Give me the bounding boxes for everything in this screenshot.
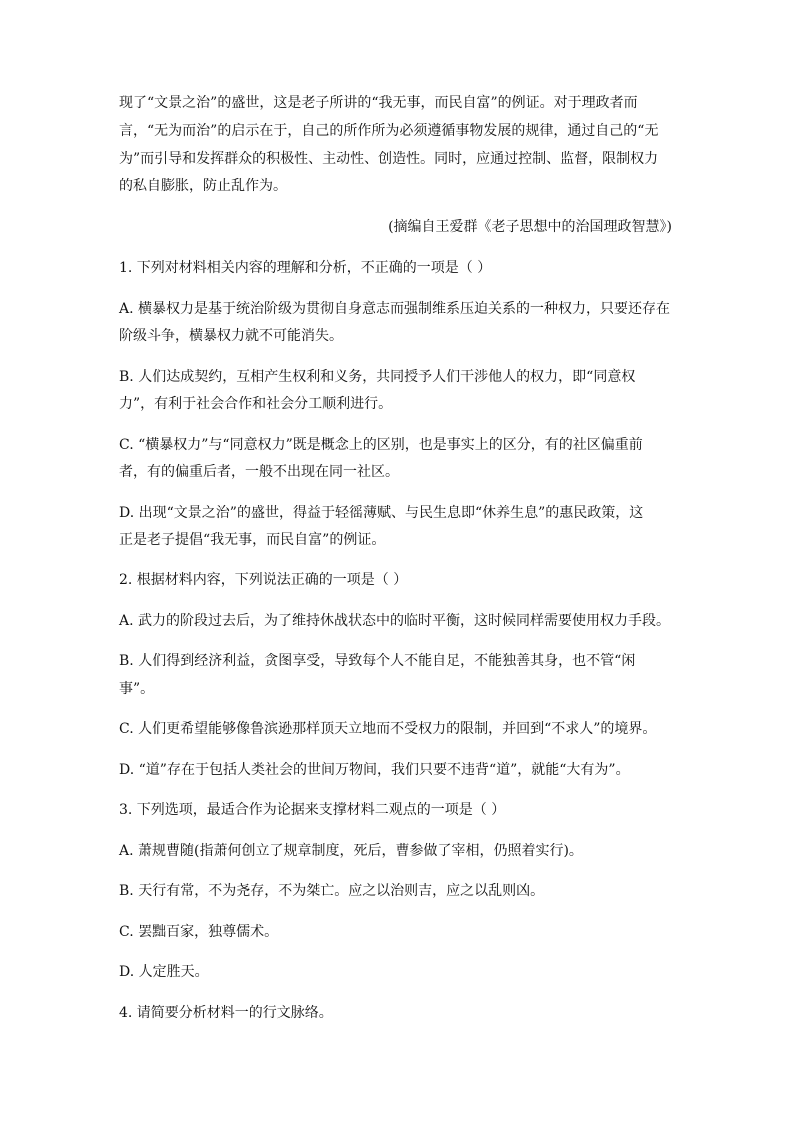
question-1-option-a-cont: 阶级斗争，横暴权力就不可能消失。	[119, 328, 343, 344]
passage-line: 的私自膨胀，防止乱作为。	[119, 178, 287, 194]
question-3-option-c: C. 罢黜百家，独尊儒术。	[119, 924, 279, 940]
question-3-option-d: D. 人定胜天。	[119, 964, 209, 980]
passage-line: 言，“无为而治”的启示在于，自己的所作所为必须遵循事物发展的规律，通过自己的“无	[119, 123, 659, 139]
question-1-option-b: B. 人们达成契约，互相产生权利和义务，共同授予人们干涉他人的权力，即“同意权	[119, 369, 636, 385]
question-2-option-d: D. “道”存在于包括人类社会的世间万物间，我们只要不违背“道”，就能“大有为”。	[119, 762, 630, 778]
question-3-stem: 3. 下列选项，最适合作为论据来支撑材料二观点的一项是（ ）	[119, 802, 506, 818]
passage-line: 现了“文景之治”的盛世，这是老子所讲的“我无事，而民自富”的例证。对于理政者而	[119, 95, 638, 111]
passage-line: 为”而引导和发挥群众的积极性、主动性、创造性。同时，应通过控制、监督，限制权力	[119, 151, 659, 167]
question-1-option-d-cont: 正是老子提倡“我无事，而民自富”的例证。	[119, 532, 386, 548]
question-1-option-a: A. 横暴权力是基于统治阶级为贯彻自身意志而强制维系压迫关系的一种权力，只要还存在	[119, 301, 671, 317]
question-1-option-b-cont: 力”，有利于社会合作和社会分工顺利进行。	[119, 396, 393, 412]
question-4-stem: 4. 请简要分析材料一的行文脉络。	[119, 1005, 333, 1021]
question-2-option-b-cont: 事”。	[119, 681, 155, 697]
question-1-option-c: C. “横暴权力”与“同意权力”既是概念上的区别，也是事实上的区分，有的社区偏重前	[119, 437, 643, 453]
source-citation: (摘编自王爱群《老子思想中的治国理政智慧》)	[388, 219, 672, 235]
question-2-stem: 2. 根据材料内容，下列说法正确的一项是（ ）	[119, 572, 408, 588]
question-1-option-c-cont: 者，有的偏重后者，一般不出现在同一社区。	[119, 464, 399, 480]
question-2-option-b: B. 人们得到经济利益，贪图享受，导致每个人不能自足，不能独善其身，也不管“闲	[119, 653, 636, 669]
question-1-stem: 1. 下列对材料相关内容的理解和分析，不正确的一项是（ ）	[119, 260, 492, 276]
question-3-option-a: A. 萧规曹随(指萧何创立了规章制度，死后，曹参做了宰相，仍照着实行)。	[119, 843, 583, 859]
question-3-option-b: B. 天行有常，不为尧存，不为桀亡。应之以治则吉，应之以乱则凶。	[119, 883, 545, 899]
question-2-option-c: C. 人们更希望能够像鲁滨逊那样顶天立地而不受权力的限制，并回到“不求人”的境界。	[119, 721, 657, 737]
question-1-option-d: D. 出现“文景之治”的盛世，得益于轻徭薄赋、与民生息即“休养生息”的惠民政策，这	[119, 505, 644, 521]
question-2-option-a: A. 武力的阶段过去后，为了维持休战状态中的临时平衡，这时候同样需要使用权力手段。	[119, 613, 671, 629]
